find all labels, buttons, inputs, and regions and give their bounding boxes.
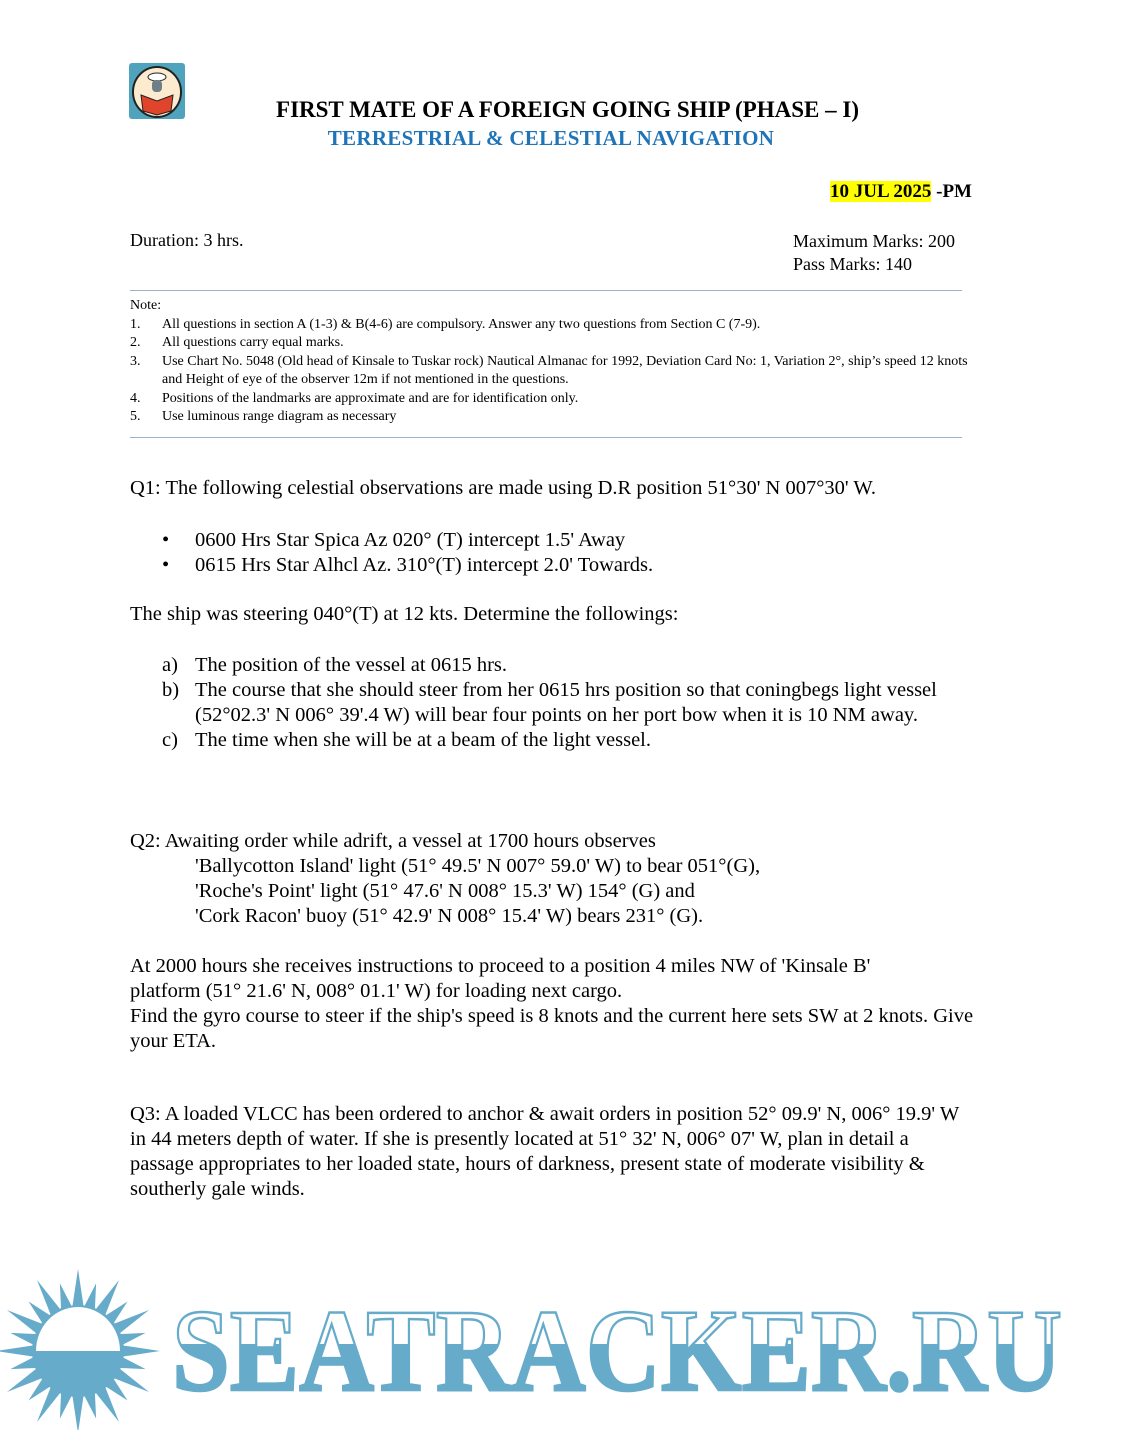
question-1 — [130, 476, 980, 753]
list-item: • 0600 Hrs Star Spica Az 020° (T) intercept 1.5' Away — [162, 529, 626, 551]
q2-task: Find the gyro course to steer if the ship's speed is 8 knots and the current here sets SW at 2 knots. Give your ETA. — [130, 1005, 974, 1052]
watermark-text: SEATRACKER.RU — [172, 1285, 1062, 1416]
divider — [130, 437, 962, 438]
list-item: • 0615 Hrs Star Alhcl Az. 310°(T) intercept 2.0' Towards. — [162, 554, 654, 576]
q1-part: The position of the vessel at 0615 hrs. — [195, 654, 508, 676]
note-number: 2. — [130, 335, 141, 350]
q2-line: 'Roche's Point' light (51° 47.6' N 008° 15.3' W) 154° (G) and — [195, 880, 695, 902]
q1-observation: 0600 Hrs Star Spica Az 020° (T) intercept 1.5' Away — [195, 529, 626, 551]
notes-label: Note: — [130, 298, 162, 313]
watermark — [0, 1265, 1080, 1425]
max-marks: Maximum Marks: 200 — [793, 231, 955, 251]
list-item: a) The position of the vessel at 0615 hrs. — [162, 654, 508, 676]
note-text: All questions carry equal marks. — [162, 335, 344, 350]
q2-intro: Q2: Awaiting order while adrift, a vessel at 1700 hours observes — [130, 830, 656, 852]
note-number: 4. — [130, 390, 141, 406]
note-item — [130, 390, 980, 409]
note-item — [130, 408, 980, 427]
exam-date — [830, 181, 972, 203]
session: -PM — [931, 181, 972, 202]
exam-subject: TERRESTRIAL & CELESTIAL NAVIGATION — [327, 126, 775, 150]
divider — [130, 290, 962, 291]
note-number: 1. — [130, 316, 141, 332]
note-text: Positions of the landmarks are approximate and are for identification only. — [162, 390, 579, 406]
duration: Duration: 3 hrs. — [130, 230, 244, 250]
q1-part: The time when she will be at a beam of the light vessel. — [195, 729, 651, 751]
note-text: All questions in section A (1-3) & B(4-6) are compulsory. Answer any two questions from Section C (7-9). — [162, 316, 761, 332]
q3-text: Q3: A loaded VLCC has been ordered to anchor & await orders in position 52° 09.9' N, 006° 19.9' W in 44 meters depth of water. If she is presently located at 51° 32' N, 006° 07' W, plan in detail a passage appropriates to her loaded state, hours of darkness, present state of moderate visibility & southerly gale winds. — [130, 1103, 959, 1200]
sun-watermark-icon — [0, 1265, 1080, 1425]
note-item — [130, 316, 980, 335]
q1-part: The course that she should steer from her 0615 hrs position so that coningbegs light vessel (52°02.3' N 006° 39'.4 W) will bear four points on her port bow when it is 10 NM away. — [195, 679, 937, 726]
date-highlight: 10 JUL 2025 — [830, 181, 932, 202]
q1-observation: 0615 Hrs Star Alhcl Az. 310°(T) intercept 2.0' Towards. — [195, 554, 654, 576]
pass-marks: Pass Marks: 140 — [793, 254, 913, 274]
q2-instructions: At 2000 hours she receives instructions to proceed to a position 4 miles NW of 'Kinsale B' platform (51° 21.6' N, 008° 01.1' W) for loading next cargo. — [130, 955, 871, 1002]
q2-line: 'Ballycotton Island' light (51° 49.5' N 007° 59.0' W) to bear 051°(G), — [195, 855, 761, 877]
question-2 — [130, 829, 980, 1054]
notes — [130, 297, 980, 427]
question-3 — [130, 1102, 980, 1202]
list-item: b) The course that she should steer from her 0615 hrs position so that coningbegs light vessel (52°02.3' N 006° 39'.4 W) will bear four points on her port bow when it is 10 NM away. — [130, 678, 980, 728]
note-text: Use Chart No. 5048 (Old head of Kinsale to Tuskar rock) Nautical Almanac for 1992, Deviation Card No: 1, Variation 2°, ship’s speed 12 knots and Height of eye of the observer 12m if not mentioned in the questions. — [162, 353, 968, 387]
list-item: c) The time when she will be at a beam of the light vessel. — [162, 729, 651, 751]
q1-steering: The ship was steering 040°(T) at 12 kts. Determine the followings: — [130, 603, 679, 625]
note-item — [130, 353, 980, 390]
q1-intro: Q1: The following celestial observations are made using D.R position 51°30' N 007°30' W. — [130, 477, 876, 499]
note-item — [130, 334, 980, 353]
exam-title: FIRST MATE OF A FOREIGN GOING SHIP (PHASE – I) — [276, 97, 859, 122]
note-number: 3. — [130, 353, 141, 369]
note-text: Use luminous range diagram as necessary — [162, 409, 397, 424]
note-number: 5. — [130, 409, 141, 424]
q2-line: 'Cork Racon' buoy (51° 42.9' N 008° 15.4' W) bears 231° (G). — [195, 905, 704, 927]
marks-block — [793, 230, 955, 276]
